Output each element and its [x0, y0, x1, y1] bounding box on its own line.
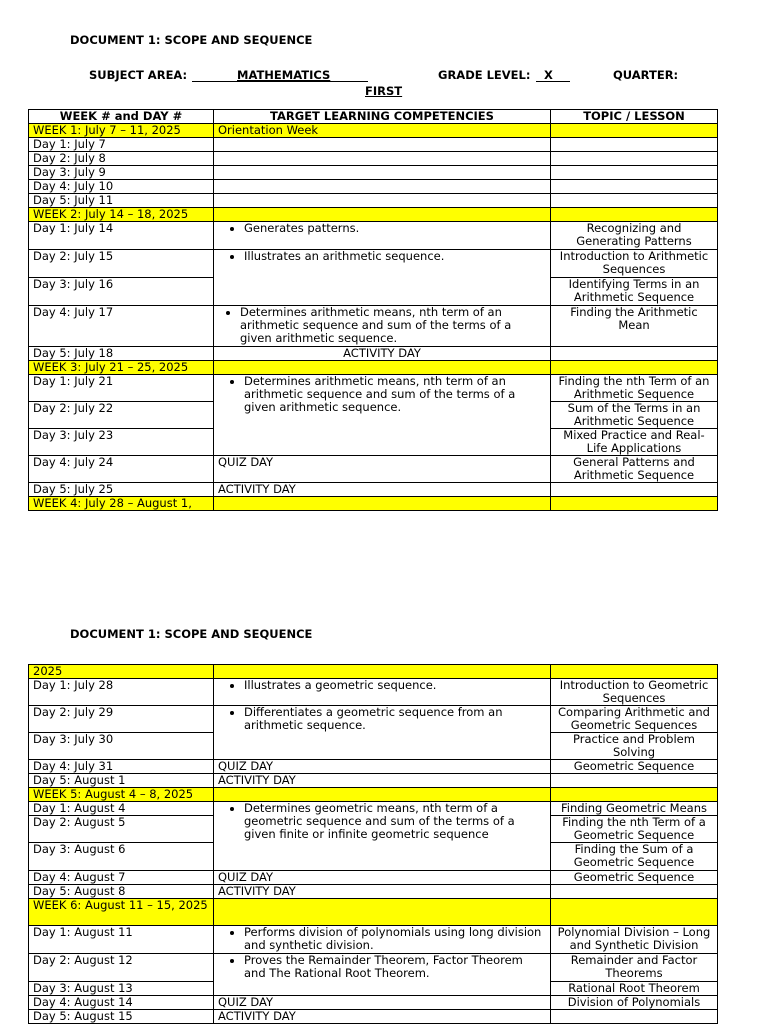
day-cell: Day 5: August 8: [29, 885, 214, 899]
table-row: [29, 138, 718, 152]
day-cell: Day 2: August 12: [29, 954, 214, 982]
topic-cell: Finding the Sum of a Geometric Sequence: [551, 843, 718, 871]
competency-cell: [214, 306, 551, 347]
week-label: 2025: [29, 665, 214, 679]
topic-cell: Recognizing and Generating Patterns: [551, 222, 718, 250]
competency-item: • Generates patterns.: [244, 222, 546, 235]
competency-cell: [214, 926, 551, 954]
competency-cell: QUIZ DAY: [214, 760, 551, 774]
week-label: WEEK 2: July 14 – 18, 2025: [29, 208, 214, 222]
day-cell: Day 1: July 7: [29, 138, 214, 152]
week-competency: Orientation Week: [214, 124, 551, 138]
competency-item: • Differentiates a geometric sequence from an arithmetic sequence.: [244, 706, 546, 732]
day-cell: Day 4: July 17: [29, 306, 214, 347]
competency-cell: [214, 679, 551, 706]
table-row: [29, 774, 718, 788]
day-cell: Day 1: July 21: [29, 375, 214, 402]
competency-cell: [214, 375, 551, 456]
table-row: [29, 180, 718, 194]
week-label: WEEK 1: July 7 – 11, 2025: [29, 124, 214, 138]
table-row: [29, 222, 718, 250]
competency-cell: ACTIVITY DAY: [214, 483, 551, 497]
day-cell: Day 1: August 11: [29, 926, 214, 954]
table-row: [29, 885, 718, 899]
day-cell: Day 4: July 31: [29, 760, 214, 774]
day-cell: Day 3: July 30: [29, 733, 214, 760]
scope-table-page1: [28, 109, 718, 511]
table-row: [29, 926, 718, 954]
day-cell: Day 3: July 9: [29, 166, 214, 180]
topic-cell: Finding Geometric Means: [551, 802, 718, 816]
table-row: [29, 1010, 718, 1024]
week-label: WEEK 4: July 28 – August 1,: [29, 497, 214, 511]
competency-item: • Performs division of polynomials using long division and synthetic division.: [244, 926, 546, 952]
day-cell: Day 3: August 13: [29, 982, 214, 996]
competency-cell: QUIZ DAY: [214, 871, 551, 885]
topic-cell: Mixed Practice and Real-Life Applications: [551, 429, 718, 456]
competency-cell: [214, 250, 551, 306]
day-cell: Day 3: July 16: [29, 278, 214, 306]
table-row: [29, 954, 718, 982]
day-cell: Day 5: August 1: [29, 774, 214, 788]
day-cell: Day 5: July 25: [29, 483, 214, 497]
day-cell: Day 5: July 18: [29, 347, 214, 361]
competency-item: • Determines geometric means, nth term of a geometric sequence and sum of the terms of a given finite or infinite geometric sequence: [244, 802, 546, 841]
topic-cell: Sum of the Terms in an Arithmetic Sequence: [551, 402, 718, 429]
week-label: WEEK 6: August 11 – 15, 2025: [29, 899, 214, 926]
day-cell: Day 2: July 22: [29, 402, 214, 429]
table-row: [29, 306, 718, 347]
week-row: [29, 665, 718, 679]
day-cell: Day 4: July 10: [29, 180, 214, 194]
day-cell: Day 5: July 11: [29, 194, 214, 208]
topic-cell: Comparing Arithmetic and Geometric Sequences: [551, 706, 718, 733]
table-row: [29, 375, 718, 402]
day-cell: Day 3: July 23: [29, 429, 214, 456]
grade-value: X: [544, 68, 553, 82]
topic-cell: Identifying Terms in an Arithmetic Sequence: [551, 278, 718, 306]
day-cell: Day 1: July 14: [29, 222, 214, 250]
topic-cell: Practice and Problem Solving: [551, 733, 718, 760]
day-cell: Day 4: August 14: [29, 996, 214, 1010]
topic-cell: Introduction to Geometric Sequences: [551, 679, 718, 706]
competency-cell: ACTIVITY DAY: [214, 774, 551, 788]
page-title: DOCUMENT 1: SCOPE AND SEQUENCE: [70, 33, 313, 47]
week-row: [29, 899, 718, 926]
week-row: [29, 208, 718, 222]
day-cell: Day 2: August 5: [29, 816, 214, 843]
day-cell: Day 1: July 28: [29, 679, 214, 706]
table-header-row: [29, 110, 718, 124]
competency-item: • Proves the Remainder Theorem, Factor Theorem and The Rational Root Theorem.: [244, 954, 546, 980]
day-cell: Day 2: July 8: [29, 152, 214, 166]
topic-cell: Division of Polynomials: [551, 996, 718, 1010]
table-row: [29, 166, 718, 180]
week-row: [29, 788, 718, 802]
competency-cell: [214, 222, 551, 250]
grade-label: GRADE LEVEL:: [438, 68, 531, 82]
subject-value: MATHEMATICS: [237, 68, 331, 82]
week-label: WEEK 3: July 21 – 25, 2025: [29, 361, 214, 375]
table-row: [29, 456, 718, 483]
day-cell: Day 4: August 7: [29, 871, 214, 885]
week-row: [29, 497, 718, 511]
competency-cell: QUIZ DAY: [214, 996, 551, 1010]
day-cell: Day 5: August 15: [29, 1010, 214, 1024]
subject-label: SUBJECT AREA:: [89, 68, 188, 82]
table-row: [29, 996, 718, 1010]
competency-cell: [214, 802, 551, 871]
header-week: WEEK # and DAY #: [29, 110, 214, 124]
topic-cell: Introduction to Arithmetic Sequences: [551, 250, 718, 278]
table-row: [29, 802, 718, 816]
competency-cell: [214, 706, 551, 760]
competency-cell: ACTIVITY DAY: [214, 1010, 551, 1024]
scope-table-page2: [28, 664, 718, 1024]
page-title-2: DOCUMENT 1: SCOPE AND SEQUENCE: [70, 627, 313, 641]
table-row: [29, 250, 718, 278]
competency-cell: [214, 954, 551, 996]
table-row: [29, 347, 718, 361]
week-label: WEEK 5: August 4 – 8, 2025: [29, 788, 214, 802]
topic-cell: Geometric Sequence: [551, 871, 718, 885]
competency-item: • Determines arithmetic means, nth term of an arithmetic sequence and sum of the terms of a given arithmetic sequence.: [244, 375, 546, 414]
day-cell: Day 1: August 4: [29, 802, 214, 816]
table-row: [29, 760, 718, 774]
table-row: [29, 679, 718, 706]
table-row: [29, 152, 718, 166]
topic-cell: Geometric Sequence: [551, 760, 718, 774]
grade-underline: [536, 68, 570, 82]
week-row: [29, 124, 718, 138]
competency-item: • Illustrates a geometric sequence.: [244, 679, 546, 692]
table-row: [29, 871, 718, 885]
topic-cell: Remainder and Factor Theorems: [551, 954, 718, 982]
day-cell: Day 3: August 6: [29, 843, 214, 871]
competency-item: • Illustrates an arithmetic sequence.: [244, 250, 546, 263]
topic-cell: Finding the nth Term of a Geometric Sequence: [551, 816, 718, 843]
topic-cell: Finding the nth Term of an Arithmetic Sequence: [551, 375, 718, 402]
competency-cell: ACTIVITY DAY: [214, 347, 551, 361]
day-cell: Day 4: July 24: [29, 456, 214, 483]
week-row: [29, 361, 718, 375]
topic-cell: Polynomial Division – Long and Synthetic Division: [551, 926, 718, 954]
topic-cell: Finding the Arithmetic Mean: [551, 306, 718, 347]
topic-cell: Rational Root Theorem: [551, 982, 718, 996]
header-competencies: TARGET LEARNING COMPETENCIES: [214, 110, 551, 124]
header-topic: TOPIC / LESSON: [551, 110, 718, 124]
quarter-value: FIRST: [365, 84, 403, 98]
day-cell: Day 2: July 15: [29, 250, 214, 278]
competency-cell: QUIZ DAY: [214, 456, 551, 483]
day-cell: Day 2: July 29: [29, 706, 214, 733]
competency-cell: ACTIVITY DAY: [214, 885, 551, 899]
table-row: [29, 483, 718, 497]
topic-cell: General Patterns and Arithmetic Sequence: [551, 456, 718, 483]
quarter-label: QUARTER:: [613, 68, 679, 82]
competency-item: • Determines arithmetic means, nth term of an arithmetic sequence and sum of the terms of a given arithmetic sequence.: [240, 306, 546, 345]
table-row: [29, 706, 718, 733]
table-row: [29, 194, 718, 208]
